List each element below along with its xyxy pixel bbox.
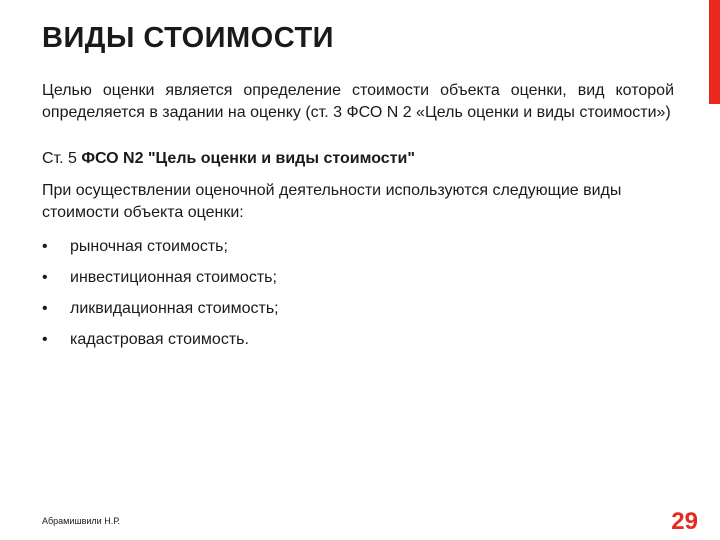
page-number: 29 bbox=[671, 508, 698, 535]
list-item-label: рыночная стоимость; bbox=[70, 238, 228, 255]
slide-body bbox=[42, 80, 674, 360]
list-item-label: ликвидационная стоимость; bbox=[70, 300, 279, 317]
footer-author: Абрамишвили Н.Р. bbox=[42, 516, 120, 526]
article-prefix: Ст. 5 bbox=[42, 150, 82, 167]
intro-paragraph: Целью оценки является определение стоимости объекта оценки, вид которой определяется в задании на оценку (ст. 3 ФСО N 2 «Цель оценки и виды стоимости») bbox=[42, 82, 674, 121]
list-item bbox=[42, 329, 674, 351]
value-types-list bbox=[42, 236, 674, 351]
list-item bbox=[42, 236, 674, 258]
list-item-label: инвестиционная стоимость; bbox=[70, 269, 277, 286]
list-item-label: кадастровая стоимость. bbox=[70, 331, 249, 348]
slide-title: ВИДЫ СТОИМОСТИ bbox=[42, 22, 335, 54]
types-intro-paragraph: При осуществлении оценочной деятельности используются следующие виды стоимости объекта оценки: bbox=[42, 182, 622, 221]
bullet-icon: • bbox=[42, 331, 48, 348]
bullet-icon: • bbox=[42, 269, 48, 286]
article-reference bbox=[42, 148, 674, 170]
accent-bar bbox=[709, 0, 720, 104]
list-item bbox=[42, 298, 674, 320]
article-title: ФСО N2 "Цель оценки и виды стоимости" bbox=[81, 150, 415, 167]
list-item bbox=[42, 267, 674, 289]
bullet-icon: • bbox=[42, 238, 48, 255]
bullet-icon: • bbox=[42, 300, 48, 317]
